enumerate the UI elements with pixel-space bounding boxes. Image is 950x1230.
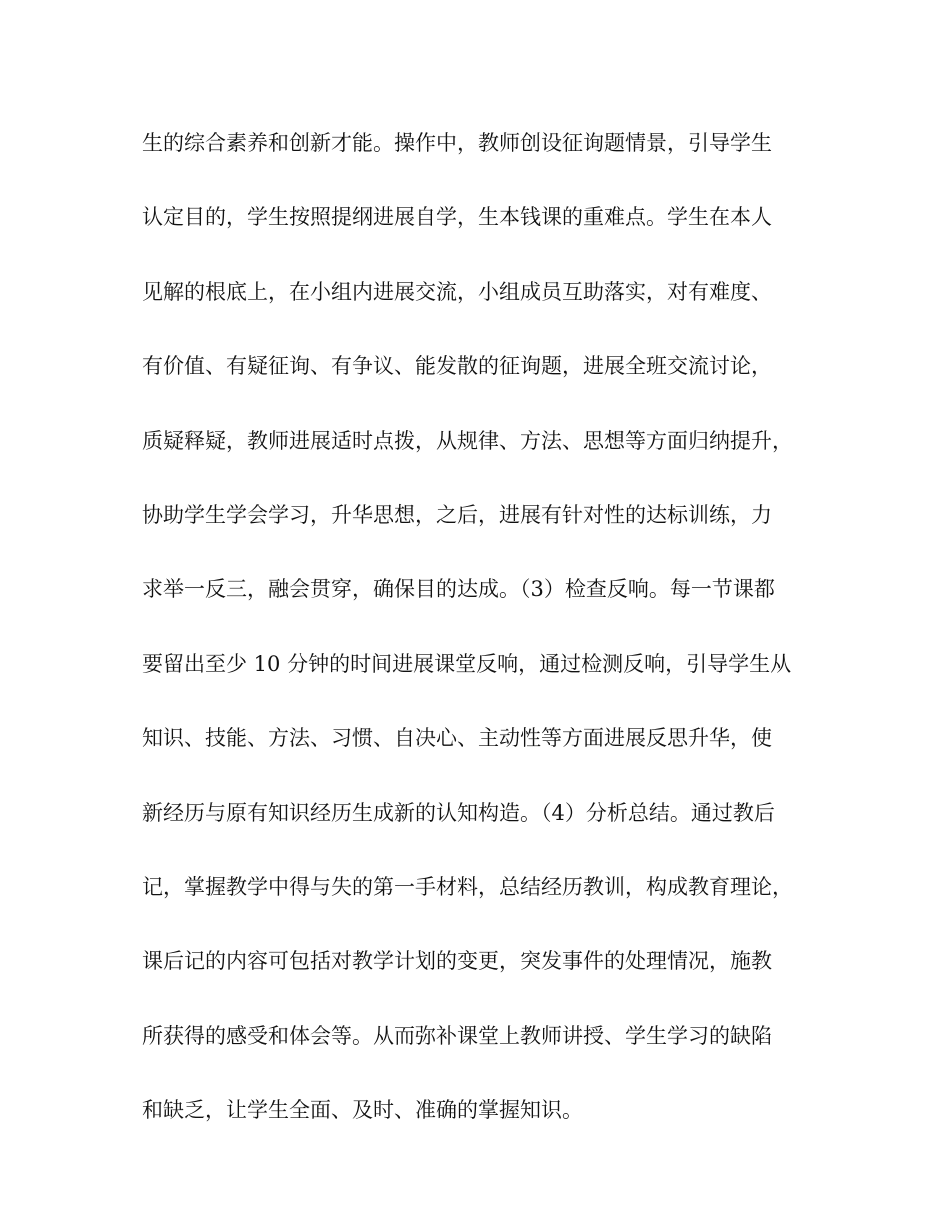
text-line: 要留出至少 10 分钟的时间进展课堂反响，通过检测反响，引导学生从 <box>142 651 792 676</box>
text-line: 见解的根底上，在小组内进展交流，小组成员互助落实，对有难度、 <box>142 279 772 304</box>
text-line: 知识、技能、方法、习惯、自决心、主动性等方面进展反思升华，使 <box>142 726 772 751</box>
text-line: 协助学生学会学习，升华思想，之后，进展有针对性的达标训练，力 <box>142 502 772 527</box>
text-line: 所获得的感受和体会等。从而弥补课堂上教师讲授、学生学习的缺陷 <box>142 1023 772 1048</box>
text-line: 新经历与原有知识经历生成新的认知构造。（4）分析总结。通过教后 <box>142 800 775 825</box>
text-line: 认定目的，学生按照提纲进展自学，生本钱课的重难点。学生在本人 <box>142 205 772 230</box>
text-line: 记，掌握教学中得与失的第一手材料，总结经历教训，构成教育理论， <box>142 874 793 899</box>
text-line: 生的综合素养和创新才能。操作中，教师创设征询题情景，引导学生 <box>142 131 772 155</box>
text-line: 课后记的内容可包括对教学计划的变更，突发事件的处理情况，施教 <box>142 949 772 974</box>
body-paragraph <box>142 125 822 1166</box>
text-line: 质疑释疑，教师进展适时点拨，从规律、方法、思想等方面归纳提升， <box>142 428 793 453</box>
text-line: 有价值、有疑征询、有争议、能发散的征询题，进展全班交流讨论， <box>142 354 772 379</box>
text-line: 和缺乏，让学生全面、及时、准确的掌握知识。 <box>142 1098 583 1123</box>
text-line: 求举一反三，融会贯穿，确保目的达成。（3）检查反响。每一节课都 <box>142 577 775 602</box>
